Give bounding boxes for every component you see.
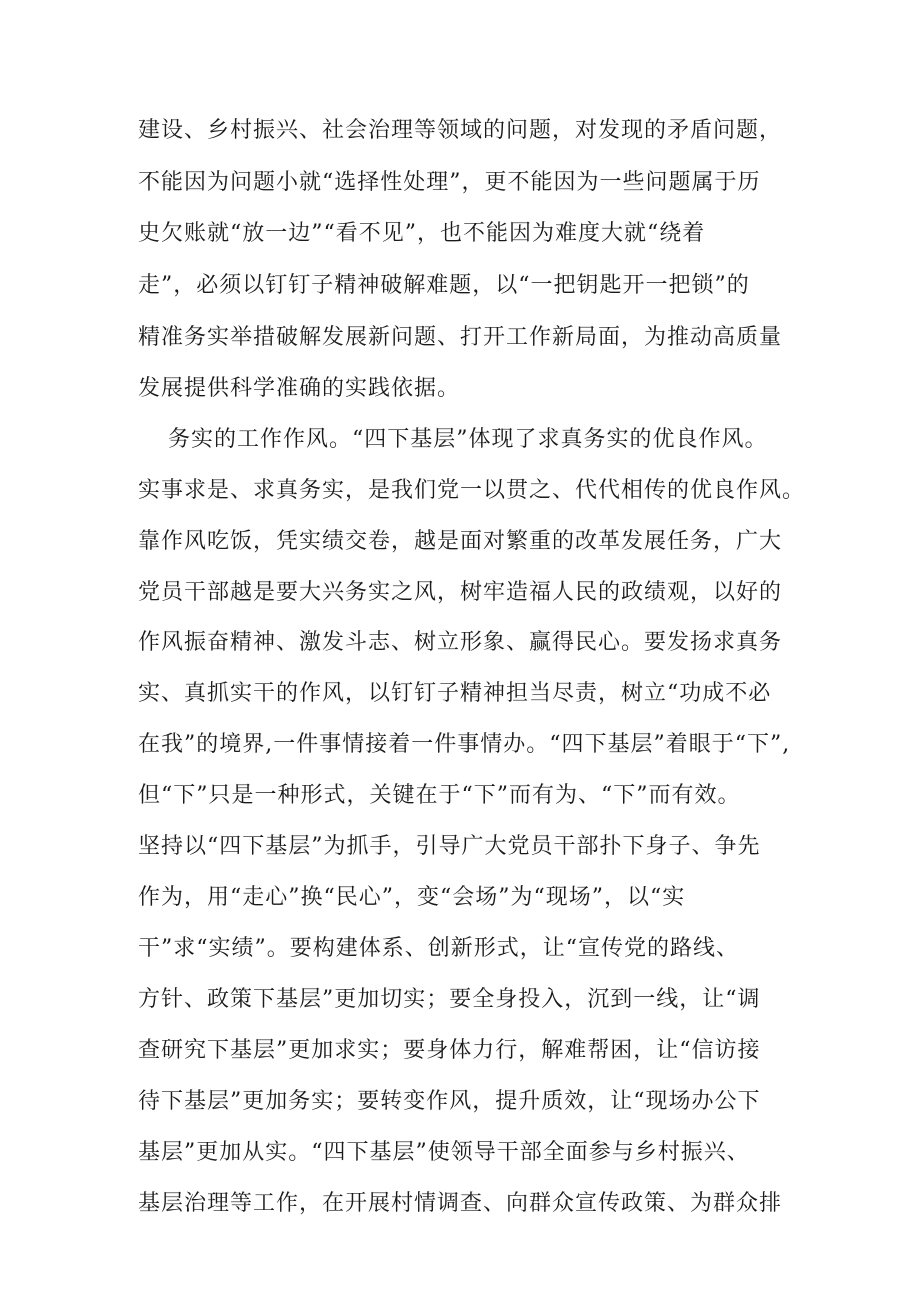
paragraph-line: 作风振奋精神、激发斗志、树立形象、赢得民心。要发扬求真务 — [138, 630, 783, 655]
paragraph-line: 待下基层”更加务实；要转变作风，提升质效，让“现场办公下 — [138, 1089, 761, 1114]
paragraph-line: 实、真抓实干的作风，以钉钉子精神担当尽责，树立“功成不必 — [138, 681, 772, 706]
paragraph-line: 建设、乡村振兴、社会治理等领域的问题，对发现的矛盾问题， — [138, 118, 783, 143]
paragraph-line: 不能因为问题小就“选择性处理”，更不能因为一些问题属于历 — [138, 170, 761, 195]
paragraph-line: 在我”的境界,一件事情接着一件事情办。“四下基层”着眼于“下”, — [138, 732, 791, 757]
paragraph-line: 务实的工作作风。“四下基层”体现了求真务实的优良作风。 — [168, 427, 768, 452]
paragraph-line: 发展提供科学准确的实践依据。 — [138, 376, 461, 401]
paragraph-line: 基层”更加从实。“四下基层”使领导干部全面参与乡村振兴、 — [138, 1140, 750, 1165]
paragraph-line: 史欠账就“放一边”“看不见”，也不能因为难度大就“绕着 — [138, 221, 706, 246]
paragraph-line: 方针、政策下基层”更加切实；要全身投入，沉到一线，让“调 — [138, 987, 761, 1012]
paragraph-line: 基层治理等工作，在开展村情调查、向群众宣传政策、为群众排 — [138, 1191, 783, 1216]
paragraph-line: 查研究下基层”更加求实；要身体力行，解难帮困，让“信访接 — [138, 1038, 761, 1063]
paragraph-line: 坚持以“四下基层”为抓手，引导广大党员干部扑下身子、争先 — [138, 834, 761, 859]
paragraph-line: 但“下”只是一种形式，关键在于“下”而有为、“下”而有效。 — [138, 783, 741, 808]
paragraph-line: 精准务实举措破解发展新问题、打开工作新局面，为推动高质量 — [138, 325, 783, 350]
paragraph-line: 实事求是、求真务实，是我们党一以贯之、代代相传的优良作风。 — [138, 478, 806, 503]
paragraph-line: 作为，用“走心”换“民心”，变“会场”为“现场”，以“实 — [138, 885, 686, 910]
paragraph-line: 干”求“实绩”。要构建体系、创新形式，让“宣传党的路线、 — [138, 936, 739, 961]
paragraph-line: 党员干部越是要大兴务实之风，树牢造福人民的政绩观，以好的 — [138, 580, 783, 605]
paragraph-line: 靠作风吃饭，凭实绩交卷，越是面对繁重的改革发展任务，广大 — [138, 529, 783, 554]
paragraph-line: 走”，必须以钉钉子精神破解难题，以“一把钥匙开一把锁”的 — [138, 273, 750, 298]
